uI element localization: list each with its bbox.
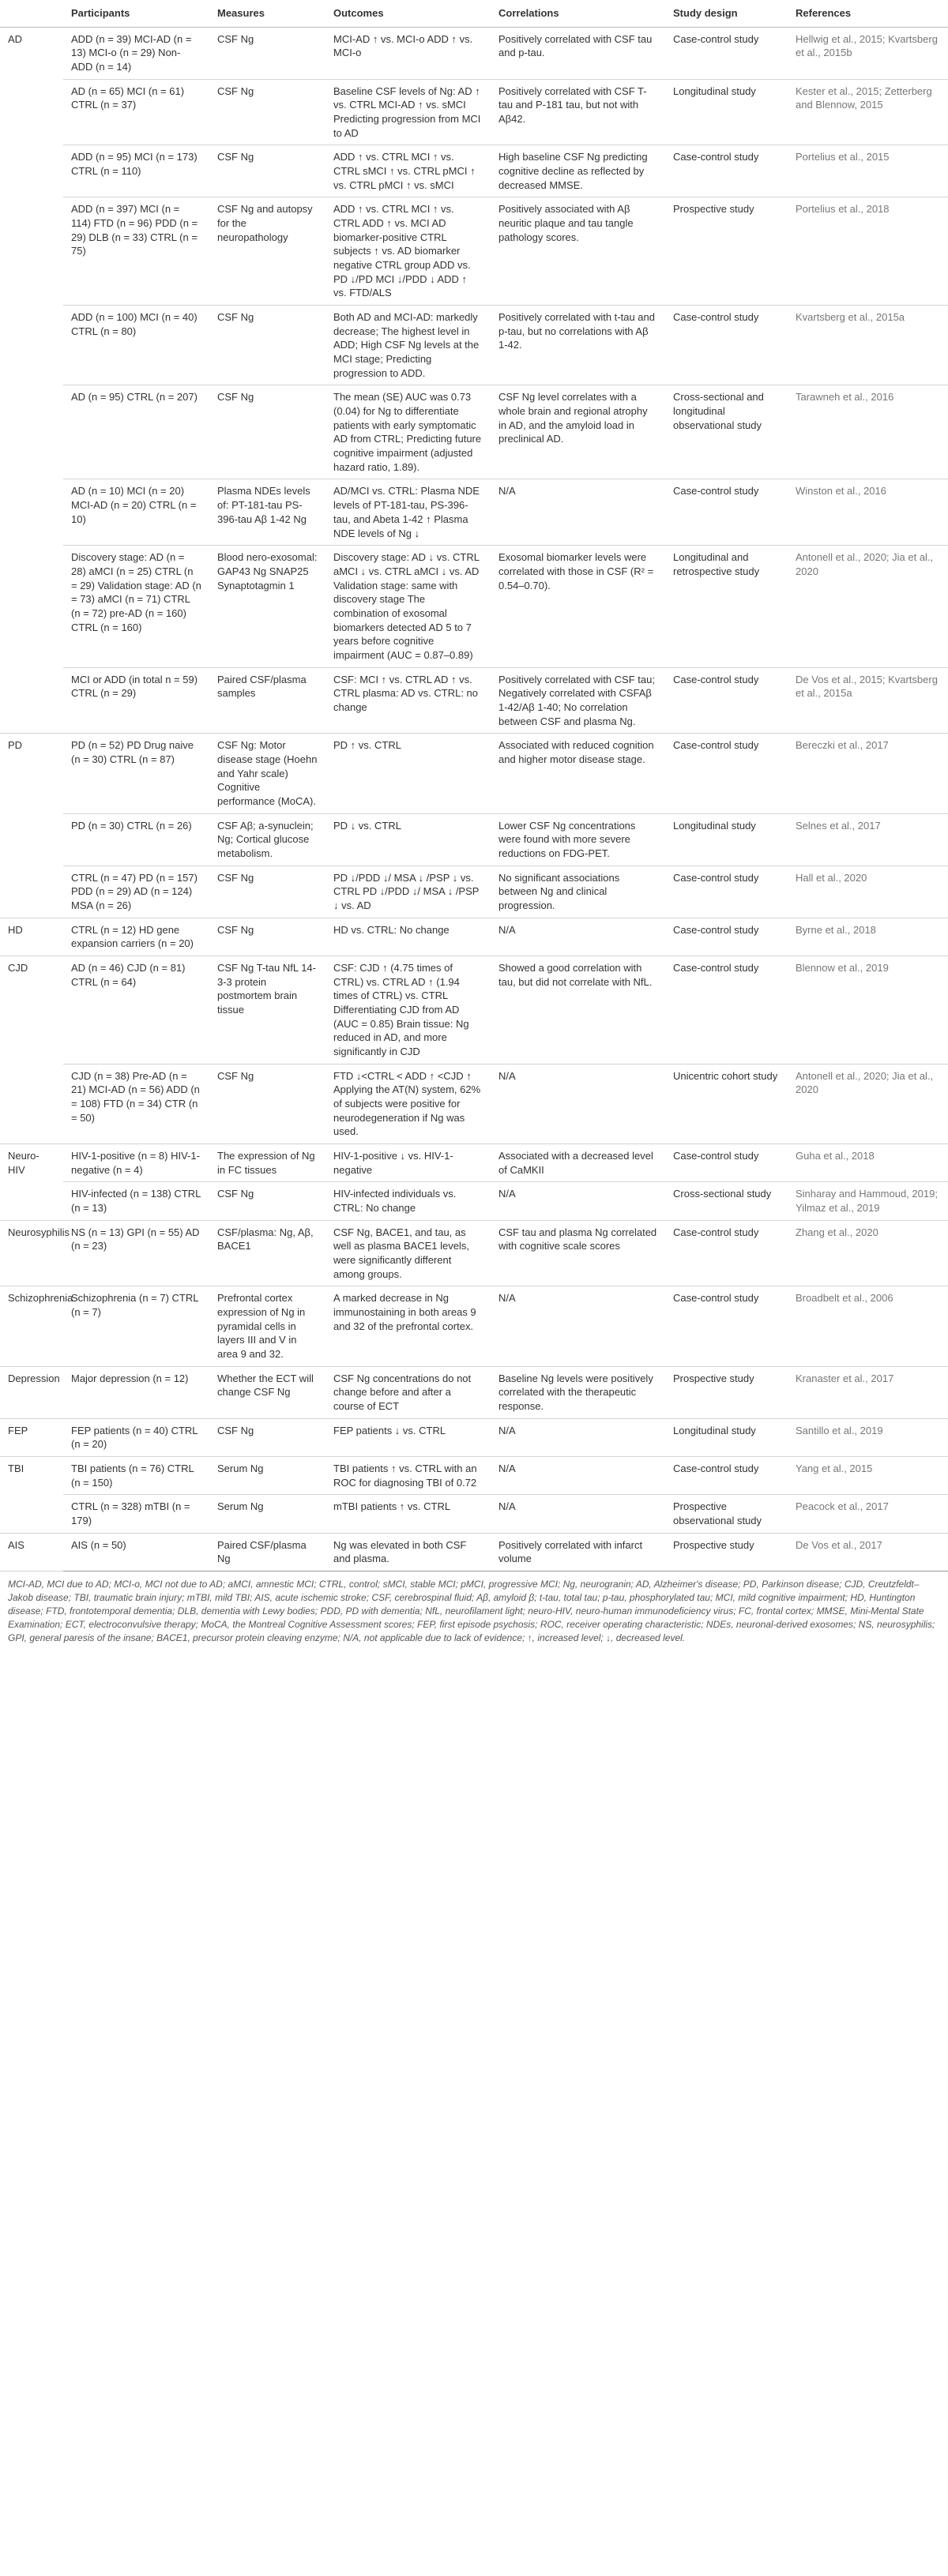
table-row xyxy=(0,385,948,479)
table-row xyxy=(0,1495,948,1533)
participants-cell: MCI or ADD (in total n = 59) CTRL (n = 29) xyxy=(63,667,209,734)
study-design-cell: Case-control study xyxy=(665,1220,788,1286)
correlations-cell: Associated with reduced cognition and higher motor disease stage. xyxy=(491,734,665,813)
references-cell: Yang et al., 2015 xyxy=(788,1457,948,1495)
participants-cell: HIV-1-positive (n = 8) HIV-1-negative (n = 4) xyxy=(63,1144,209,1182)
references-cell: Santillo et al., 2019 xyxy=(788,1418,948,1456)
disease-cell xyxy=(0,813,63,866)
references-cell: Sinharay and Hammoud, 2019; Yilmaz et al., 2019 xyxy=(788,1182,948,1220)
outcomes-cell: FTD ↓<CTRL < ADD ↑ <CJD ↑ Applying the AT(N) system, 62% of subjects were positive for neurodegeneration if Ng was used. xyxy=(325,1064,491,1143)
measures-cell: CSF Ng xyxy=(209,385,325,479)
table-row xyxy=(0,1064,948,1143)
correlations-cell: N/A xyxy=(491,479,665,546)
references-cell: De Vos et al., 2017 xyxy=(788,1533,948,1571)
disease-cell: Depression xyxy=(0,1366,63,1418)
outcomes-cell: PD ↓/PDD ↓/ MSA ↓ /PSP ↓ vs. CTRL PD ↓/PDD ↓/ MSA ↓ /PSP ↓ vs. AD xyxy=(325,866,491,918)
participants-cell: Discovery stage: AD (n = 28) aMCI (n = 25) CTRL (n = 29) Validation stage: AD (n = 73) aMCI (n = 71) CTRL (n = 72) pre-AD (n = 160) CTRL (n = 160) xyxy=(63,546,209,667)
measures-cell: CSF Ng xyxy=(209,866,325,918)
references-cell: Bereczki et al., 2017 xyxy=(788,734,948,813)
study-design-cell: Case-control study xyxy=(665,145,788,197)
correlations-cell: N/A xyxy=(491,918,665,956)
participants-cell: PD (n = 30) CTRL (n = 26) xyxy=(63,813,209,866)
correlations-cell: N/A xyxy=(491,1495,665,1533)
disease-cell: TBI xyxy=(8,1463,24,1475)
measures-cell: CSF Ng xyxy=(209,306,325,385)
outcomes-cell: ADD ↑ vs. CTRL MCI ↑ vs. CTRL ADD ↑ vs. MCI AD biomarker-positive CTRL subjects ↑ vs. AD biomarker negative CTRL group ADD vs. PD ↓/PD MCI ↓/PDD ↓ ADD ↑ vs. FTD/ALS xyxy=(325,197,491,306)
table-row xyxy=(0,479,948,546)
outcomes-cell: MCI-AD ↑ vs. MCI-o ADD ↑ vs. MCI-o xyxy=(325,27,491,79)
participants-cell: HIV-infected (n = 138) CTRL (n = 13) xyxy=(63,1182,209,1220)
correlations-cell: High baseline CSF Ng predicting cognitive decline as reflected by decreased MMSE. xyxy=(491,145,665,197)
measures-cell: Blood nero-exosomal: GAP43 Ng SNAP25 Synaptotagmin 1 xyxy=(209,546,325,667)
table-body xyxy=(0,27,948,1571)
participants-cell: PD (n = 52) PD Drug naive (n = 30) CTRL (n = 87) xyxy=(63,734,209,813)
outcomes-cell: CSF: CJD ↑ (4.75 times of CTRL) vs. CTRL AD ↑ (1.94 times of CTRL) vs. CTRL Differentiating CJD from AD (AUC = 0.85) Brain tissue: Ng reduced in AD, and more significantly in CJD xyxy=(325,956,491,1064)
header-references: References xyxy=(788,0,948,27)
study-design-cell: Case-control study xyxy=(665,27,788,79)
references-cell: Kranaster et al., 2017 xyxy=(788,1366,948,1418)
correlations-cell: Associated with a decreased level of CaMKII xyxy=(491,1144,665,1182)
outcomes-cell: HIV-1-positive ↓ vs. HIV-1-negative xyxy=(325,1144,491,1182)
table-row xyxy=(0,1144,948,1182)
disease-cell: FEP xyxy=(0,1418,63,1456)
references-cell: Zhang et al., 2020 xyxy=(788,1220,948,1286)
references-cell: Selnes et al., 2017 xyxy=(788,813,948,866)
disease-cell xyxy=(0,667,63,734)
header-participants: Participants xyxy=(63,0,209,27)
disease-cell xyxy=(0,546,63,667)
references-cell: Broadbelt et al., 2006 xyxy=(788,1286,948,1366)
disease-cell: HD xyxy=(0,918,63,956)
participants-cell: CTRL (n = 328) mTBI (n = 179) xyxy=(63,1495,209,1533)
correlations-cell: Exosomal biomarker levels were correlated with those in CSF (R² = 0.54–0.70). xyxy=(491,546,665,667)
header-correlations: Correlations xyxy=(491,0,665,27)
study-design-cell: Prospective observational study xyxy=(665,1495,788,1533)
table-row xyxy=(0,1457,948,1495)
measures-cell: CSF Ng xyxy=(209,27,325,79)
table-row xyxy=(0,734,948,813)
table-row xyxy=(0,197,948,306)
references-cell: Guha et al., 2018 xyxy=(788,1144,948,1182)
correlations-cell: Baseline Ng levels were positively correlated with the therapeutic response. xyxy=(491,1366,665,1418)
references-cell: Byrne et al., 2018 xyxy=(788,918,948,956)
study-design-cell: Prospective study xyxy=(665,197,788,306)
participants-cell: AD (n = 95) CTRL (n = 207) xyxy=(63,385,209,479)
measures-cell: CSF Ng: Motor disease stage (Hoehn and Yahr scale) Cognitive performance (MoCA). xyxy=(209,734,325,813)
table-footnote: MCI-AD, MCI due to AD; MCI-o, MCI not due to AD; aMCI, amnestic MCI; CTRL, control; sMCI, stable MCI; pMCI, progressive MCI; Ng, neurogranin; AD, Alzheimer's disease; PD, Parkinson disease; CJD, Creutzfeldt–Jakob disease; TBI, traumatic brain injury; mTBI, mild TBI; AIS, acute ischemic stroke; CSF, cerebrospinal fluid; Aβ, amyloid β; t-tau, total tau; p-tau, phosphorylated tau; MCI, mild cognitive impairment; HD, Huntington disease; FTD, frontotemporal dementia; DLB, dementia with Lewy bodies; PDD, PD with dementia; NfL, neurofilament light; neuro-HIV, neuro-human immunodeficiency virus; FC, frontal cortex; MMSE, Mini-Mental State Examination; ECT, electroconvulsive therapy; MoCA, the Montreal Cognitive Assessment scores; FEP, first episode psychosis; ROC, receiver operating characteristic; NDEs, neuronal-derived exosomes; NS, neurosyphilis; GPI, general paresis of the insane; BACE1, precursor protein cleaving enzyme; N/A, not applicable due to lack of evidence; ↑, increased level; ↓, decreased level. xyxy=(8,1579,935,1644)
outcomes-cell: Baseline CSF levels of Ng: AD ↑ vs. CTRL MCI-AD ↑ vs. sMCI Predicting progression from MCI to AD xyxy=(325,79,491,145)
study-design-cell: Cross-sectional study xyxy=(665,1182,788,1220)
participants-cell: NS (n = 13) GPI (n = 55) AD (n = 23) xyxy=(63,1220,209,1286)
references-cell: Portelius et al., 2015 xyxy=(788,145,948,197)
references-cell: Antonell et al., 2020; Jia et al., 2020 xyxy=(788,1064,948,1143)
table-row xyxy=(0,546,948,667)
outcomes-cell: Discovery stage: AD ↓ vs. CTRL aMCI ↓ vs. CTRL aMCI ↓ vs. AD Validation stage: same with discovery stage The combination of exosomal biomarkers detected AD 5 to 7 years before cognitive impairment (AUC = 0.87–0.89) xyxy=(325,546,491,667)
measures-cell: Paired CSF/plasma samples xyxy=(209,667,325,734)
study-design-cell: Case-control study xyxy=(665,1286,788,1366)
study-design-cell: Longitudinal study xyxy=(665,79,788,145)
disease-cell: Neurosyphilis xyxy=(0,1220,63,1286)
outcomes-cell: PD ↓ vs. CTRL xyxy=(325,813,491,866)
outcomes-cell: AD/MCI vs. CTRL: Plasma NDE levels of PT-181-tau, PS-396-tau, and Abeta 1-42 ↑ Plasma NDE levels of Ng ↓ xyxy=(325,479,491,546)
table-row xyxy=(0,306,948,385)
study-design-cell: Case-control study xyxy=(665,1457,788,1495)
references-cell: Tarawneh et al., 2016 xyxy=(788,385,948,479)
study-design-cell: Unicentric cohort study xyxy=(665,1064,788,1143)
disease-cell xyxy=(0,145,63,197)
study-design-cell: Case-control study xyxy=(665,667,788,734)
measures-cell: Paired CSF/plasma Ng xyxy=(209,1533,325,1571)
references-cell: Portelius et al., 2018 xyxy=(788,197,948,306)
measures-cell: CSF Ng xyxy=(209,145,325,197)
header-row xyxy=(0,0,948,27)
disease-cell xyxy=(0,197,63,306)
study-design-cell: Case-control study xyxy=(665,956,788,1064)
correlations-cell: N/A xyxy=(491,1064,665,1143)
references-cell: Winston et al., 2016 xyxy=(788,479,948,546)
correlations-cell: Positively correlated with t-tau and p-tau, but no correlations with Aβ 1-42. xyxy=(491,306,665,385)
references-cell: Peacock et al., 2017 xyxy=(788,1495,948,1533)
table-row xyxy=(0,1366,948,1418)
outcomes-cell: PD ↑ vs. CTRL xyxy=(325,734,491,813)
table-row xyxy=(0,1182,948,1220)
outcomes-cell: HIV-infected individuals vs. CTRL: No change xyxy=(325,1182,491,1220)
participants-cell: ADD (n = 39) MCI-AD (n = 13) MCI-o (n = 29) Non-ADD (n = 14) xyxy=(63,27,209,79)
outcomes-cell: Both AD and MCI-AD: markedly decrease; The highest level in ADD; High CSF Ng levels at the MCI stage; Predicting progression to ADD. xyxy=(325,306,491,385)
participants-cell: AD (n = 46) CJD (n = 81) CTRL (n = 64) xyxy=(63,956,209,1064)
references-cell: Hall et al., 2020 xyxy=(788,866,948,918)
outcomes-cell: ADD ↑ vs. CTRL MCI ↑ vs. CTRL sMCI ↑ vs. CTRL pMCI ↑ vs. CTRL pMCI ↑ vs. sMCI xyxy=(325,145,491,197)
measures-cell: CSF Ng xyxy=(209,79,325,145)
table-row xyxy=(0,1533,948,1571)
table-row xyxy=(0,79,948,145)
disease-cell: PD xyxy=(8,739,23,752)
table-row xyxy=(0,1418,948,1456)
correlations-cell: N/A xyxy=(491,1418,665,1456)
references-cell: Hellwig et al., 2015; Kvartsberg et al., 2015b xyxy=(788,27,948,79)
outcomes-cell: CSF Ng concentrations do not change before and after a course of ECT xyxy=(325,1366,491,1418)
outcomes-cell: Ng was elevated in both CSF and plasma. xyxy=(325,1533,491,1571)
participants-cell: AIS (n = 50) xyxy=(63,1533,209,1571)
measures-cell: Whether the ECT will change CSF Ng xyxy=(209,1366,325,1418)
measures-cell: CSF Aβ; a-synuclein; Ng; Cortical glucose metabolism. xyxy=(209,813,325,866)
table-row xyxy=(0,813,948,866)
participants-cell: CTRL (n = 12) HD gene expansion carriers (n = 20) xyxy=(63,918,209,956)
participants-cell: Major depression (n = 12) xyxy=(63,1366,209,1418)
outcomes-cell: FEP patients ↓ vs. CTRL xyxy=(325,1418,491,1456)
measures-cell: CSF Ng xyxy=(209,1182,325,1220)
outcomes-cell: The mean (SE) AUC was 0.73 (0.04) for Ng to differentiate patients with early symptomatic AD from CTRL; Predicting future cognitive impairment (adjusted hazard ratio, 1.89). xyxy=(325,385,491,479)
table-row xyxy=(0,918,948,956)
measures-cell: Prefrontal cortex expression of Ng in pyramidal cells in layers III and V in area 9 and 32. xyxy=(209,1286,325,1366)
disease-cell: AIS xyxy=(0,1533,63,1571)
study-design-cell: Longitudinal study xyxy=(665,1418,788,1456)
disease-cell xyxy=(0,1182,63,1220)
outcomes-cell: A marked decrease in Ng immunostaining in both areas 9 and 32 of the prefrontal cortex. xyxy=(325,1286,491,1366)
correlations-cell: Showed a good correlation with tau, but did not correlate with NfL. xyxy=(491,956,665,1064)
correlations-cell: Lower CSF Ng concentrations were found with more severe reductions on FDG-PET. xyxy=(491,813,665,866)
header-outcomes: Outcomes xyxy=(325,0,491,27)
study-design-cell: Case-control study xyxy=(665,479,788,546)
disease-cell xyxy=(0,306,63,385)
study-design-cell: Prospective study xyxy=(665,1366,788,1418)
measures-cell: CSF Ng T-tau NfL 14-3-3 protein postmortem brain tissue xyxy=(209,956,325,1064)
study-design-cell: Longitudinal and retrospective study xyxy=(665,546,788,667)
correlations-cell: Positively correlated with CSF tau and p-tau. xyxy=(491,27,665,79)
outcomes-cell: mTBI patients ↑ vs. CTRL xyxy=(325,1495,491,1533)
measures-cell: CSF/plasma: Ng, Aβ, BACE1 xyxy=(209,1220,325,1286)
correlations-cell: No significant associations between Ng and clinical progression. xyxy=(491,866,665,918)
references-cell: Antonell et al., 2020; Jia et al., 2020 xyxy=(788,546,948,667)
disease-cell: Neuro-HIV xyxy=(8,1150,40,1176)
participants-cell: Schizophrenia (n = 7) CTRL (n = 7) xyxy=(63,1286,209,1366)
table-row xyxy=(0,145,948,197)
study-design-cell: Cross-sectional and longitudinal observational study xyxy=(665,385,788,479)
participants-cell: ADD (n = 95) MCI (n = 173) CTRL (n = 110) xyxy=(63,145,209,197)
disease-cell xyxy=(0,479,63,546)
measures-cell: Serum Ng xyxy=(209,1495,325,1533)
table-row xyxy=(0,866,948,918)
correlations-cell: N/A xyxy=(491,1182,665,1220)
disease-cell xyxy=(0,79,63,145)
measures-cell: Plasma NDEs levels of: PT-181-tau PS-396-tau Aβ 1-42 Ng xyxy=(209,479,325,546)
measures-cell: CSF Ng and autopsy for the neuropathology xyxy=(209,197,325,306)
correlations-cell: Positively correlated with CSF tau; Negatively correlated with CSFAβ 1-42/Aβ 1-40; No correlation between CSF and plasma Ng. xyxy=(491,667,665,734)
study-design-cell: Case-control study xyxy=(665,734,788,813)
correlations-cell: N/A xyxy=(491,1286,665,1366)
measures-cell: Serum Ng xyxy=(209,1457,325,1495)
outcomes-cell: CSF: MCI ↑ vs. CTRL AD ↑ vs. CTRL plasma: AD vs. CTRL: no change xyxy=(325,667,491,734)
table-row xyxy=(0,1286,948,1366)
table-row xyxy=(0,1220,948,1286)
header-study-design: Study design xyxy=(665,0,788,27)
references-cell: Kester et al., 2015; Zetterberg and Blennow, 2015 xyxy=(788,79,948,145)
disease-cell xyxy=(0,1495,63,1533)
correlations-cell: Positively associated with Aβ neuritic plaque and tau tangle pathology scores. xyxy=(491,197,665,306)
outcomes-cell: TBI patients ↑ vs. CTRL with an ROC for diagnosing TBI of 0.72 xyxy=(325,1457,491,1495)
study-design-cell: Case-control study xyxy=(665,1144,788,1182)
references-cell: Blennow et al., 2019 xyxy=(788,956,948,1064)
table-row xyxy=(0,667,948,734)
measures-cell: The expression of Ng in FC tissues xyxy=(209,1144,325,1182)
measures-cell: CSF Ng xyxy=(209,1064,325,1143)
participants-cell: TBI patients (n = 76) CTRL (n = 150) xyxy=(63,1457,209,1495)
study-design-cell: Case-control study xyxy=(665,866,788,918)
table-row xyxy=(0,27,948,79)
measures-cell: CSF Ng xyxy=(209,918,325,956)
disease-cell xyxy=(0,1064,63,1143)
disease-cell: Schizophrenia xyxy=(0,1286,63,1366)
study-design-cell: Longitudinal study xyxy=(665,813,788,866)
disease-cell xyxy=(0,385,63,479)
table-row xyxy=(0,956,948,1064)
correlations-cell: CSF Ng level correlates with a whole brain and regional atrophy in AD, and the amyloid load in preclinical AD. xyxy=(491,385,665,479)
participants-cell: ADD (n = 397) MCI (n = 114) FTD (n = 96) PDD (n = 29) DLB (n = 33) CTRL (n = 75) xyxy=(63,197,209,306)
participants-cell: AD (n = 65) MCI (n = 61) CTRL (n = 37) xyxy=(63,79,209,145)
study-design-cell: Case-control study xyxy=(665,918,788,956)
references-cell: De Vos et al., 2015; Kvartsberg et al., 2015a xyxy=(788,667,948,734)
study-design-cell: Prospective study xyxy=(665,1533,788,1571)
participants-cell: ADD (n = 100) MCI (n = 40) CTRL (n = 80) xyxy=(63,306,209,385)
disease-cell: CJD xyxy=(8,961,28,974)
disease-cell xyxy=(0,866,63,918)
header-measures: Measures xyxy=(209,0,325,27)
correlations-cell: CSF tau and plasma Ng correlated with cognitive scale scores xyxy=(491,1220,665,1286)
participants-cell: CTRL (n = 47) PD (n = 157) PDD (n = 29) AD (n = 124) MSA (n = 26) xyxy=(63,866,209,918)
measures-cell: CSF Ng xyxy=(209,1418,325,1456)
outcomes-cell: CSF Ng, BACE1, and tau, as well as plasma BACE1 levels, were significantly different among groups. xyxy=(325,1220,491,1286)
study-design-cell: Case-control study xyxy=(665,306,788,385)
outcomes-cell: HD vs. CTRL: No change xyxy=(325,918,491,956)
correlations-cell: Positively correlated with CSF T-tau and P-181 tau, but not with Aβ42. xyxy=(491,79,665,145)
participants-cell: CJD (n = 38) Pre-AD (n = 21) MCI-AD (n = 56) ADD (n = 108) FTD (n = 34) CTR (n = 50) xyxy=(63,1064,209,1143)
participants-cell: FEP patients (n = 40) CTRL (n = 20) xyxy=(63,1418,209,1456)
correlations-cell: Positively correlated with infarct volume xyxy=(491,1533,665,1571)
disease-cell: AD xyxy=(8,32,23,45)
references-cell: Kvartsberg et al., 2015a xyxy=(788,306,948,385)
header-disease xyxy=(0,0,63,27)
participants-cell: AD (n = 10) MCI (n = 20) MCI-AD (n = 20) CTRL (n = 10) xyxy=(63,479,209,546)
correlations-cell: N/A xyxy=(491,1457,665,1495)
